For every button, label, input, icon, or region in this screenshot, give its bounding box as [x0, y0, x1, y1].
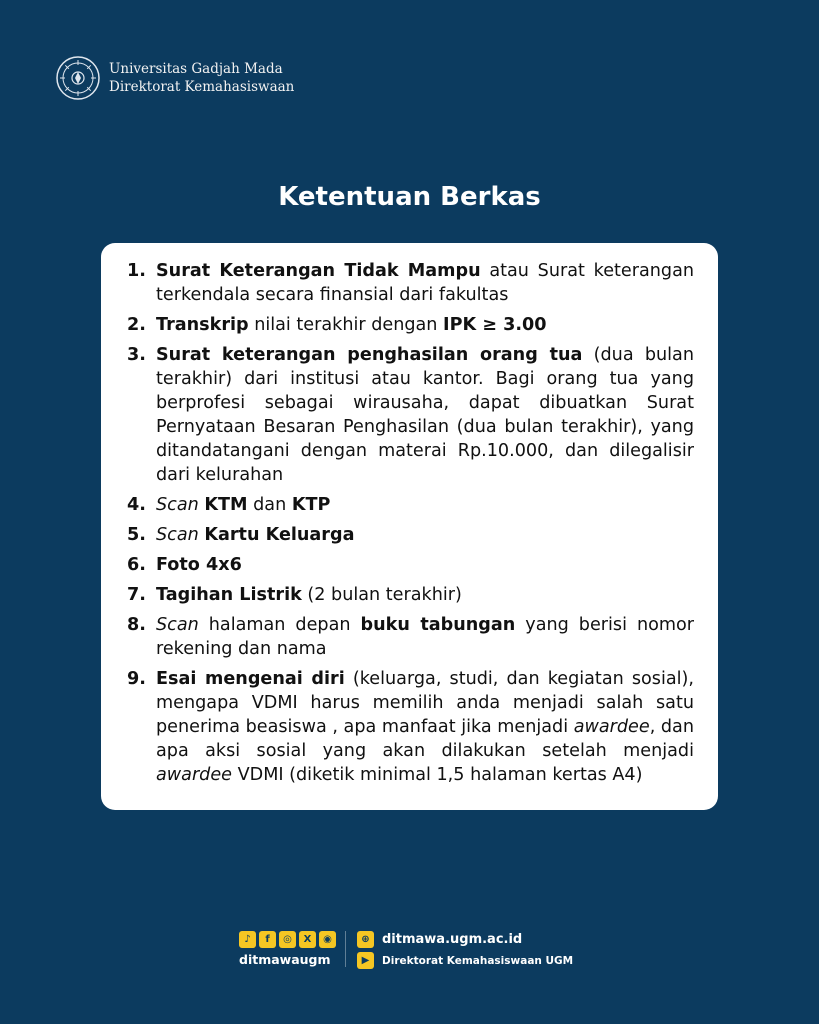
item-text	[156, 667, 694, 787]
item-text-segment: Foto 4x6	[156, 555, 242, 575]
item-number: 9.	[127, 669, 146, 689]
item-number: 2.	[127, 315, 146, 335]
item-text-segment: Kartu Keluarga	[204, 525, 355, 545]
item-text-segment: nilai terakhir dengan	[248, 315, 444, 335]
item-number: 5.	[127, 525, 146, 545]
item-text-segment: dan	[247, 495, 292, 515]
item-text-segment: KTP	[291, 495, 331, 515]
tiktok-icon[interactable]: ♪	[239, 931, 256, 948]
item-number: 6.	[127, 555, 146, 575]
item-text-segment: Scan	[156, 495, 199, 515]
item-text-segment: (keluarga, studi, dan kegiatan sosial), mengapa VDMI harus memilih anda menjadi salah satu penerima beasiswa , apa manfaat jika menjadi	[156, 669, 694, 737]
facebook-icon[interactable]: f	[259, 931, 276, 948]
ugm-logo-icon	[55, 55, 101, 101]
item-text-segment: halaman depan	[198, 615, 361, 635]
line-icon[interactable]: ◉	[319, 931, 336, 948]
item-text-segment: Transkrip	[156, 315, 249, 335]
website-text: ditmawa.ugm.ac.id	[382, 932, 523, 947]
header-text	[109, 60, 294, 96]
footer	[0, 931, 819, 971]
globe-icon: ⊕	[357, 931, 374, 948]
item-number: 7.	[127, 585, 146, 605]
department-name: Direktorat Kemahasiswaan	[109, 79, 295, 95]
list-item	[127, 667, 694, 787]
item-text-segment: Scan	[156, 615, 199, 635]
item-text	[156, 613, 694, 661]
list-item	[127, 313, 694, 337]
item-text-segment: atau Surat keterangan terkendala secara finansial dari fakultas	[156, 261, 695, 305]
item-text	[156, 523, 694, 547]
requirements-list	[127, 259, 694, 787]
item-text-segment: Tagihan Listrik	[156, 585, 302, 605]
footer-divider	[345, 931, 346, 967]
item-text-segment: KTM	[204, 495, 248, 515]
item-text-segment: , dan apa aksi sosial yang akan dilakukan setelah menjadi	[156, 717, 694, 761]
item-number: 8.	[127, 615, 146, 635]
youtube-text: Direktorat Kemahasiswaan UGM	[382, 954, 574, 967]
youtube-icon: ▶	[357, 952, 374, 969]
item-text-segment: Surat Keterangan Tidak Mampu	[156, 261, 481, 281]
item-number: 3.	[127, 345, 146, 365]
x-icon[interactable]: X	[299, 931, 316, 948]
item-text-segment: IPK ≥ 3.00	[443, 315, 547, 335]
item-text-segment: (dua bulan terakhir) dari institusi atau kantor. Bagi orang tua yang berprofesi sebagai wirausaha, dapat dibuatkan Surat Pernyataan Besaran Penghasilan (dua bulan terakhir), yang ditandatangani dengan materai Rp.10.000, dan dilegalisir dari kelurahan	[156, 345, 694, 485]
item-text-segment: buku tabungan	[360, 615, 516, 635]
item-text-segment: yang berisi nomor rekening dan nama	[156, 615, 695, 659]
item-text	[156, 583, 694, 607]
item-text-segment: Surat keterangan penghasilan orang tua	[156, 345, 583, 365]
instagram-icon[interactable]: ◎	[279, 931, 296, 948]
item-text-segment: awardee	[573, 717, 650, 737]
list-item	[127, 553, 694, 577]
item-text	[156, 553, 694, 577]
item-text	[156, 259, 694, 307]
requirements-card	[101, 243, 718, 810]
item-text-segment: Scan	[156, 525, 199, 545]
list-item	[127, 259, 694, 307]
list-item	[127, 343, 694, 487]
social-icons	[239, 931, 336, 948]
item-number: 1.	[127, 261, 146, 281]
social-handle[interactable]: ditmawaugm	[239, 952, 331, 967]
list-item	[127, 613, 694, 661]
university-name: Universitas Gadjah Mada	[109, 61, 283, 77]
header	[55, 55, 294, 101]
website-link[interactable]	[357, 931, 522, 948]
item-text-segment: VDMI (diketik minimal 1,5 halaman kertas A4)	[232, 765, 643, 785]
item-text-segment: Esai mengenai diri	[156, 669, 345, 689]
item-text-segment: awardee	[156, 765, 233, 785]
page-title: Ketentuan Berkas	[278, 182, 541, 212]
list-item	[127, 523, 694, 547]
item-number: 4.	[127, 495, 146, 515]
youtube-link[interactable]	[357, 952, 573, 969]
list-item	[127, 493, 694, 517]
item-text	[156, 313, 694, 337]
item-text-segment: (2 bulan terakhir)	[301, 585, 462, 605]
item-text	[156, 343, 694, 487]
item-text	[156, 493, 694, 517]
list-item	[127, 583, 694, 607]
